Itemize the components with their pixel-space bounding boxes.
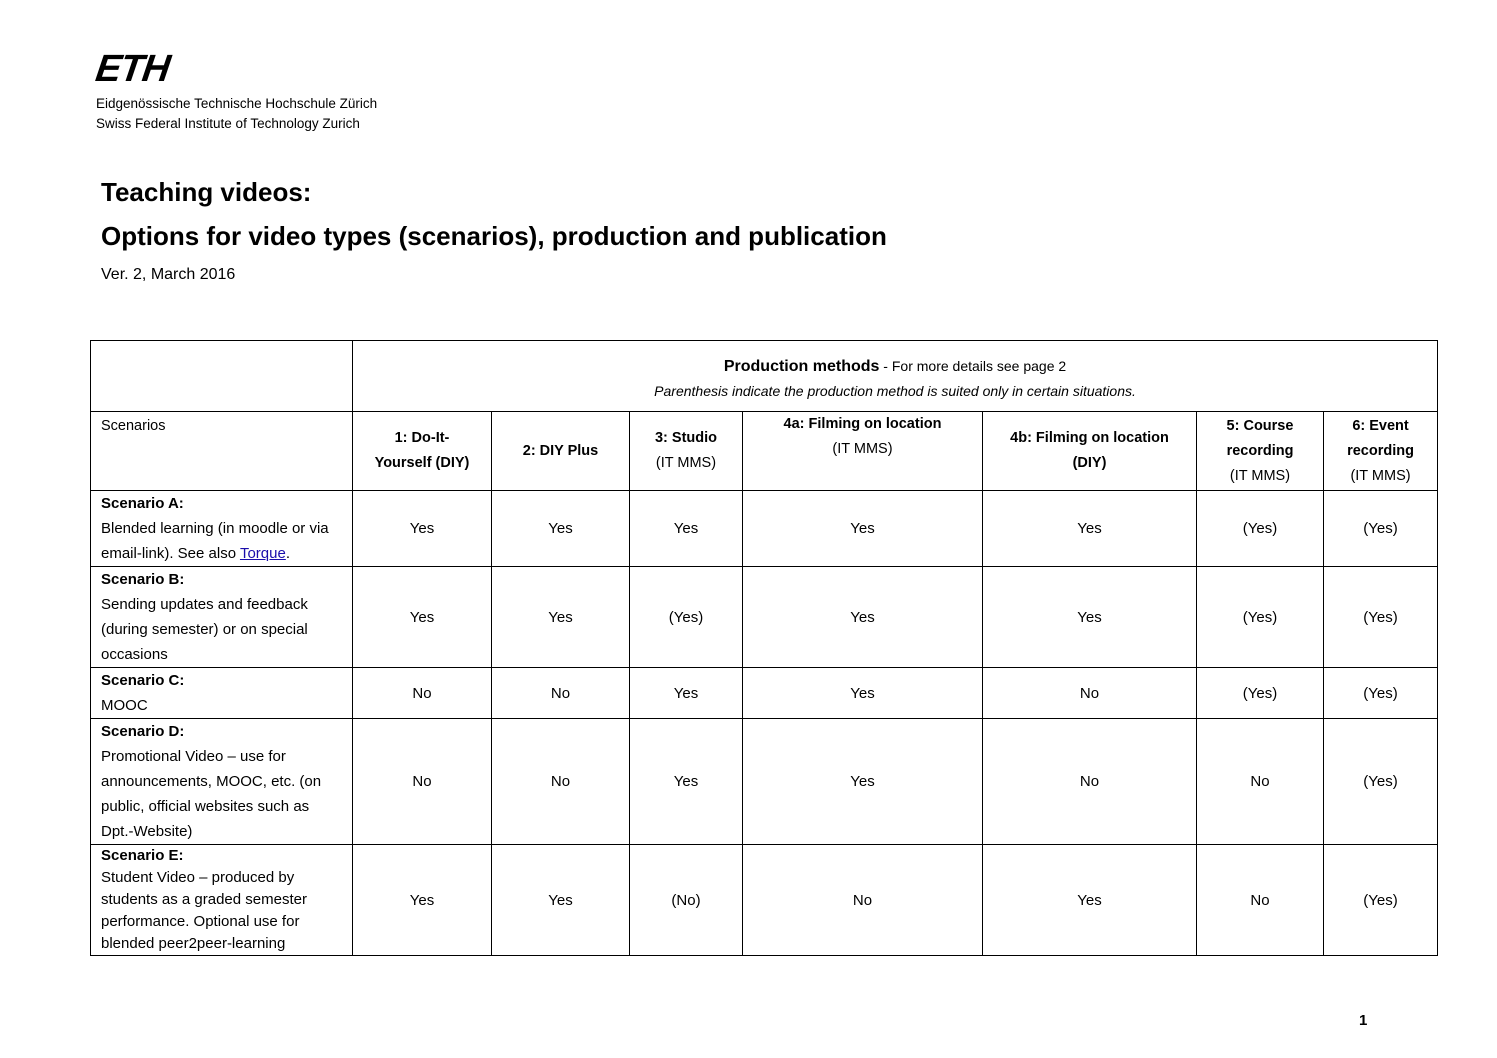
scenario-title: Scenario C:: [101, 672, 185, 689]
value-cell: Yes: [743, 668, 983, 719]
eth-logo: [93, 48, 378, 134]
column-header-diy-plus: [492, 412, 630, 491]
table-row: [91, 668, 1438, 719]
value-cell: (Yes): [1197, 668, 1324, 719]
value-cell: (No): [630, 845, 743, 956]
value-cell: Yes: [983, 567, 1197, 668]
value-cell: (Yes): [1324, 567, 1438, 668]
column-header-line: 3: Studio: [654, 430, 718, 446]
value-cell: Yes: [492, 491, 630, 567]
value-cell: No: [983, 668, 1197, 719]
column-header-diy: [353, 412, 492, 491]
scenario-title: Scenario A:: [101, 495, 184, 512]
scenario-cell: [91, 719, 353, 845]
production-methods-note: Parenthesis indicate the production method is suited only in certain situations.: [654, 382, 1136, 399]
column-header-filming-it: [743, 412, 983, 491]
value-cell: No: [1197, 845, 1324, 956]
title-block: [101, 170, 887, 288]
column-header-line: recording: [1347, 442, 1414, 459]
page-number: 1: [1359, 1012, 1368, 1029]
value-cell: (Yes): [1197, 491, 1324, 567]
document-title-line2: Options for video types (scenarios), production and publication: [101, 221, 887, 251]
production-methods-header: [353, 341, 1438, 412]
value-cell: Yes: [743, 719, 983, 845]
value-cell: No: [1197, 719, 1324, 845]
column-header-line: recording: [1226, 442, 1294, 459]
column-header-studio: [630, 412, 743, 491]
value-cell: (Yes): [1324, 668, 1438, 719]
production-methods-label: Production methods: [723, 357, 880, 375]
column-header-line: 6: Event: [1352, 417, 1409, 434]
value-cell: Yes: [743, 491, 983, 567]
value-cell: (Yes): [1324, 491, 1438, 567]
production-methods-hint: - For more details see page 2: [879, 357, 1067, 374]
column-header-sub: (IT MMS): [655, 455, 717, 471]
value-cell: (Yes): [630, 567, 743, 668]
table-row: [91, 567, 1438, 668]
scenario-production-table: [90, 340, 1438, 956]
column-header-event-recording: [1324, 412, 1438, 491]
scenario-description: Sending updates and feedback (during semester) or on special occasions: [101, 596, 308, 663]
value-cell: No: [983, 719, 1197, 845]
column-header-line: 2: DIY Plus: [522, 442, 599, 459]
value-cell: Yes: [630, 491, 743, 567]
column-header-line: Yourself (DIY): [374, 455, 470, 471]
value-cell: No: [353, 668, 492, 719]
value-cell: Yes: [492, 567, 630, 668]
scenario-cell: [91, 491, 353, 567]
value-cell: Yes: [983, 491, 1197, 567]
table-row: [91, 845, 1438, 956]
column-header-sub: (IT MMS): [1350, 467, 1411, 484]
scenario-cell: [91, 845, 353, 956]
scenarios-column-header: Scenarios: [91, 412, 353, 491]
torque-link[interactable]: Torque: [239, 545, 286, 562]
empty-corner-cell: [91, 341, 353, 412]
value-cell: (Yes): [1197, 567, 1324, 668]
value-cell: (Yes): [1324, 845, 1438, 956]
value-cell: Yes: [630, 719, 743, 845]
document-version: Ver. 2, March 2016: [101, 266, 236, 283]
column-header-sub: (IT MMS): [832, 441, 893, 457]
value-cell: Yes: [983, 845, 1197, 956]
institution-name-en: Swiss Federal Institute of Technology Zurich: [96, 116, 360, 131]
value-cell: No: [492, 668, 630, 719]
column-header-line: 4a: Filming on location: [783, 416, 942, 432]
value-cell: Yes: [630, 668, 743, 719]
value-cell: Yes: [353, 845, 492, 956]
scenario-description: MOOC: [101, 697, 148, 714]
scenario-description-end: .: [285, 545, 290, 562]
value-cell: No: [492, 719, 630, 845]
document-title-line1: Teaching videos:: [101, 177, 312, 207]
value-cell: (Yes): [1324, 719, 1438, 845]
value-cell: Yes: [743, 567, 983, 668]
scenario-title: Scenario E:: [101, 847, 184, 864]
scenario-description: Blended learning (in moodle or via email-link). See also: [101, 520, 329, 562]
column-header-course-recording: [1197, 412, 1324, 491]
value-cell: Yes: [353, 567, 492, 668]
table-row: [91, 719, 1438, 845]
institution-name-de: Eidgenössische Technische Hochschule Zürich: [96, 96, 378, 111]
production-methods-title: [353, 351, 1437, 380]
table-row: [91, 491, 1438, 567]
column-header-line: (DIY): [1072, 455, 1107, 471]
scenario-description: Promotional Video – use for announcements, MOOC, etc. (on public, official websites such as Dpt.-Website): [101, 748, 322, 840]
value-cell: Yes: [353, 491, 492, 567]
value-cell: Yes: [492, 845, 630, 956]
column-header-line: 1: Do-It-: [394, 430, 450, 446]
column-header-line: 5: Course: [1226, 417, 1294, 434]
column-header-line: 4b: Filming on location: [1010, 430, 1169, 446]
value-cell: No: [743, 845, 983, 956]
eth-logo-mark: ETH: [93, 48, 172, 90]
scenario-cell: [91, 567, 353, 668]
column-header-filming-diy: [983, 412, 1197, 491]
scenario-title: Scenario B:: [101, 571, 185, 588]
column-header-sub: (IT MMS): [1229, 467, 1291, 484]
value-cell: No: [353, 719, 492, 845]
scenario-title: Scenario D:: [101, 723, 185, 740]
scenario-description: Student Video – produced by students as a graded semester performance. Optional use for blended peer2peer-learning: [101, 869, 307, 952]
scenario-cell: [91, 668, 353, 719]
